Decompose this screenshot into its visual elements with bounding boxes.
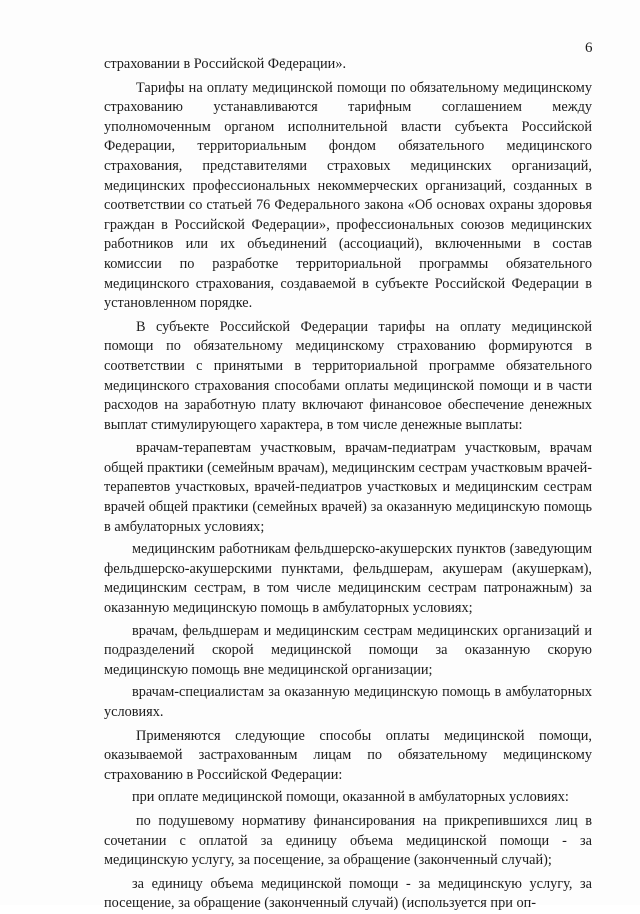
document-body: [104, 55, 592, 914]
list-item-emergency-care: врачам, фельдшерам и медицинским сестрам медицинских организаций и подразделений скорой медицинской помощи за оказанную скорую медицинскую помощь вне медицинской организации;: [104, 622, 592, 678]
list-item-specialists: врачам-специалистам за оказанную медицинскую помощь в амбулаторных условиях.: [104, 684, 592, 720]
list-item-per-capita: по подушевому нормативу финансирования на прикрепившихся лиц в сочетании с оплатой за единицу объема медицинской помощи - за медицинскую услугу, за посещение, за обращение (законченный случай);: [104, 812, 592, 869]
list-item-feldsher-stations: медицинским работникам фельдшерско-акушерских пунктов (заведующим фельдшерско-акушерскими пунктами, фельдшерам, акушерам (акушеркам), медицинским сестрам, в том числе медицинским сестрам патронажным) за оказанную медицинскую помощь в амбулаторных условиях;: [104, 541, 592, 617]
list-item-district-doctors: врачам-терапевтам участковым, врачам-педиатрам участковым, врачам общей практики (семейным врачам), медицинским сестрам участковым врачей-терапевтов участковых, врачей-педиатров участковых и медицинским сестрам врачей общей практики (семейных врачей) за оказанную медицинскую помощь в амбулаторных условиях;: [104, 440, 592, 535]
list-item-per-unit: за единицу объема медицинской помощи - за медицинскую услугу, за посещение, за обращение (законченный случай) (используется при оп-: [104, 875, 592, 912]
paragraph-continuation: страховании в Российской Федерации».: [104, 56, 347, 72]
paragraph-payment-methods: Применяются следующие способы оплаты медицинской помощи, оказываемой застрахованным лицам по обязательному медицинскому страхованию в Российской Федерации:: [104, 727, 592, 783]
paragraph-outpatient-payment: при оплате медицинской помощи, оказанной в амбулаторных условиях:: [132, 789, 569, 806]
paragraph-tariffs-formation: В субъекте Российской Федерации тарифы на оплату медицинской помощи по обязательному медицинскому страхованию формируются в соответствии с принятыми в территориальной программе обязательного медицинского страхования способами оплаты медицинской помощи и в части расходов на заработную плату включают финансовое обеспечение денежных выплат стимулирующего характера, в том числе денежные выплаты:: [104, 318, 592, 433]
paragraph-tariffs-agreement: Тарифы на оплату медицинской помощи по обязательному медицинскому страхованию устанавливаются тарифным соглашением между уполномоченным органом исполнительной власти субъекта Российской Федерации, территориальным фондом обязательного медицинского страхования, представителями страховых медицинских организаций, медицинских профессиональных некоммерческих организаций, созданных в соответствии со статьей 76 Федерального закона «Об основах охраны здоровья граждан в Российской Федерации», профессиональных союзов медицинских работников или их объединений (ассоциаций), включенными в состав комиссии по разработке территориальной программы обязательного медицинского страхования, создаваемой в субъекте Российской Федерации в установленном порядке.: [104, 79, 592, 312]
page-number: 6: [585, 40, 593, 56]
